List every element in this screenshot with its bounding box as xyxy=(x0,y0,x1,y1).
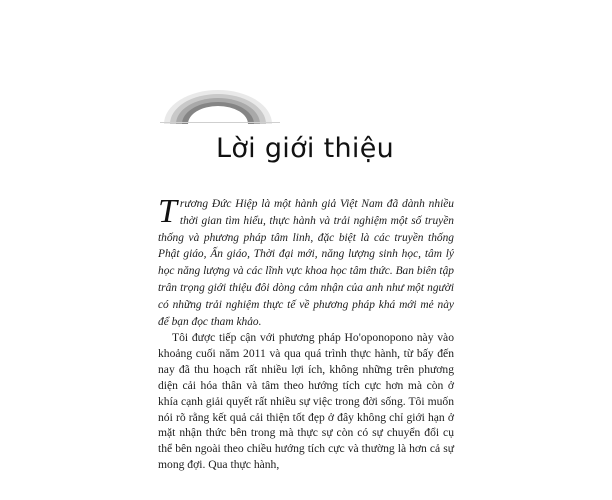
arc-ornament-icon xyxy=(160,88,276,124)
drop-cap: T xyxy=(158,193,177,230)
chapter-title: Lời giới thiệu xyxy=(216,133,395,164)
title-rule xyxy=(160,122,280,123)
body-paragraph: Tôi được tiếp cận với phương pháp Ho'oponopono này vào khoảng cuối năm 2011 và qua quá trình thực hành, từ bấy đến nay đã thu hoạch rất nhiều lợi ích, không những trên phương diện cải hóa thân và tâm theo hướng tích cực hơn mà còn ở khía cạnh giải quyết rất nhiều sự việc trong đời sống. Tôi muốn nói rõ rằng kết quả cải thiện tốt đẹp ở đây không chỉ giới hạn ở mặt nhận thức bên trong mà thực sự còn có sự chuyển đổi cụ thể bên ngoài theo chiều hướng tích cực và thường là hơn cả sự mong đợi. Qua thực hành, xyxy=(158,331,454,472)
intro-paragraph xyxy=(158,193,454,330)
intro-text: rương Đức Hiệp là một hành giả Việt Nam đã dành nhiều thời gian tìm hiểu, thực hành và trải nghiệm một số truyền thống và phương pháp tâm linh, đặc biệt là các truyền thống Phật giáo, Ấn giáo, Thời đại mới, năng lượng sinh học, tâm lý học năng lượng và các lĩnh vực khoa học tâm thức. Ban biên tập trân trọng giới thiệu đôi dòng cảm nhận của anh như một người có những trải nghiệm thực tế về phương pháp khá mới mẻ này để bạn đọc tham khảo. xyxy=(158,198,454,328)
